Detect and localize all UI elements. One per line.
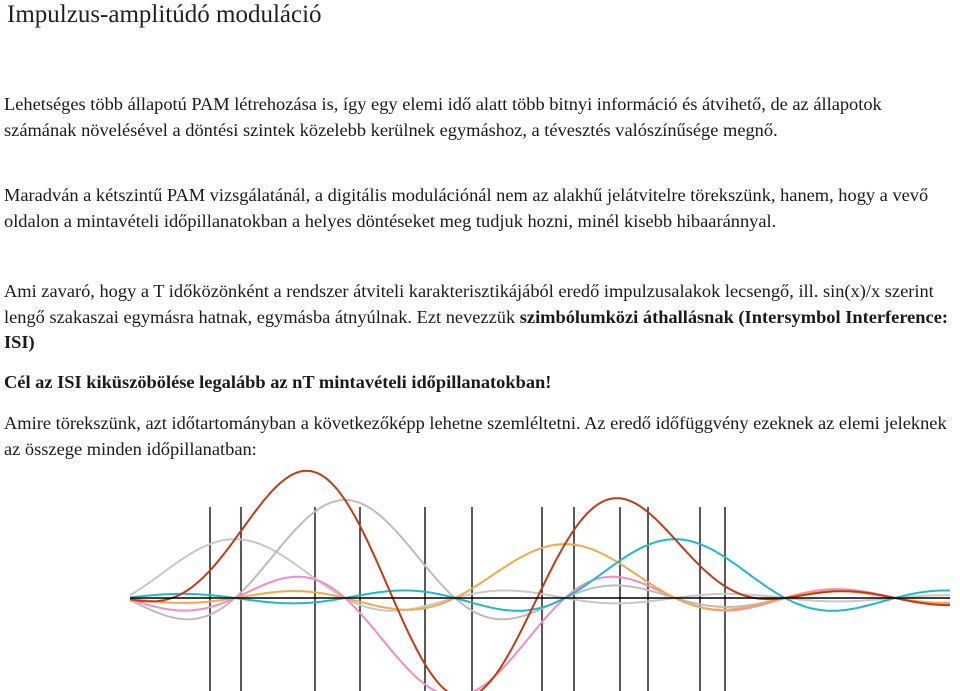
page-title: Impulzus-amplitúdó moduláció	[7, 1, 322, 28]
paragraph-illustration-intro: Amire törekszünk, azt időtartományban a következőképp lehetne szemléltetni. Az eredő időfüggvény ezeknek az elemi jeleknek az összege minden időpillanatban:	[4, 413, 947, 459]
isi-text: Ami zavaró, hogy a T időközönként a rendszer átviteli karakterisztikájából eredő impulzusalakok lecsengő, ill. sin(x)/x szerint lengő szakaszai egymásra hatnak, egymásba átnyúlnak. Ezt nevezzük	[4, 281, 934, 327]
isi-term: szimbólumközi áthallásnak (Intersymbol Interference: ISI)	[4, 306, 948, 352]
paragraph-goal: Cél az ISI kiküszöbölése legalább az nT mintavételi időpillanatokban!	[4, 372, 552, 392]
paragraph-multilevel-pam: Lehetséges több állapotú PAM létrehozása is, így egy elemi idő alatt több bitnyi információ és átvihető, de az állapotok számának növelésével a döntési szintek közelebb kerülnek egymáshoz, a tévesztés valószínűsége megnő.	[4, 94, 882, 140]
paragraph-two-level-pam: Maradván a kétszintű PAM vizsgálatánál, a digitális modulációnál nem az alakhű jelátvitelre törekszünk, hanem, hogy a vevő oldalon a mintavételi időpillanatokban a helyes döntéseket meg tudjuk hozni, minél kisebb hibaaránnyal.	[4, 185, 929, 231]
pulse-curve-5	[130, 539, 950, 611]
